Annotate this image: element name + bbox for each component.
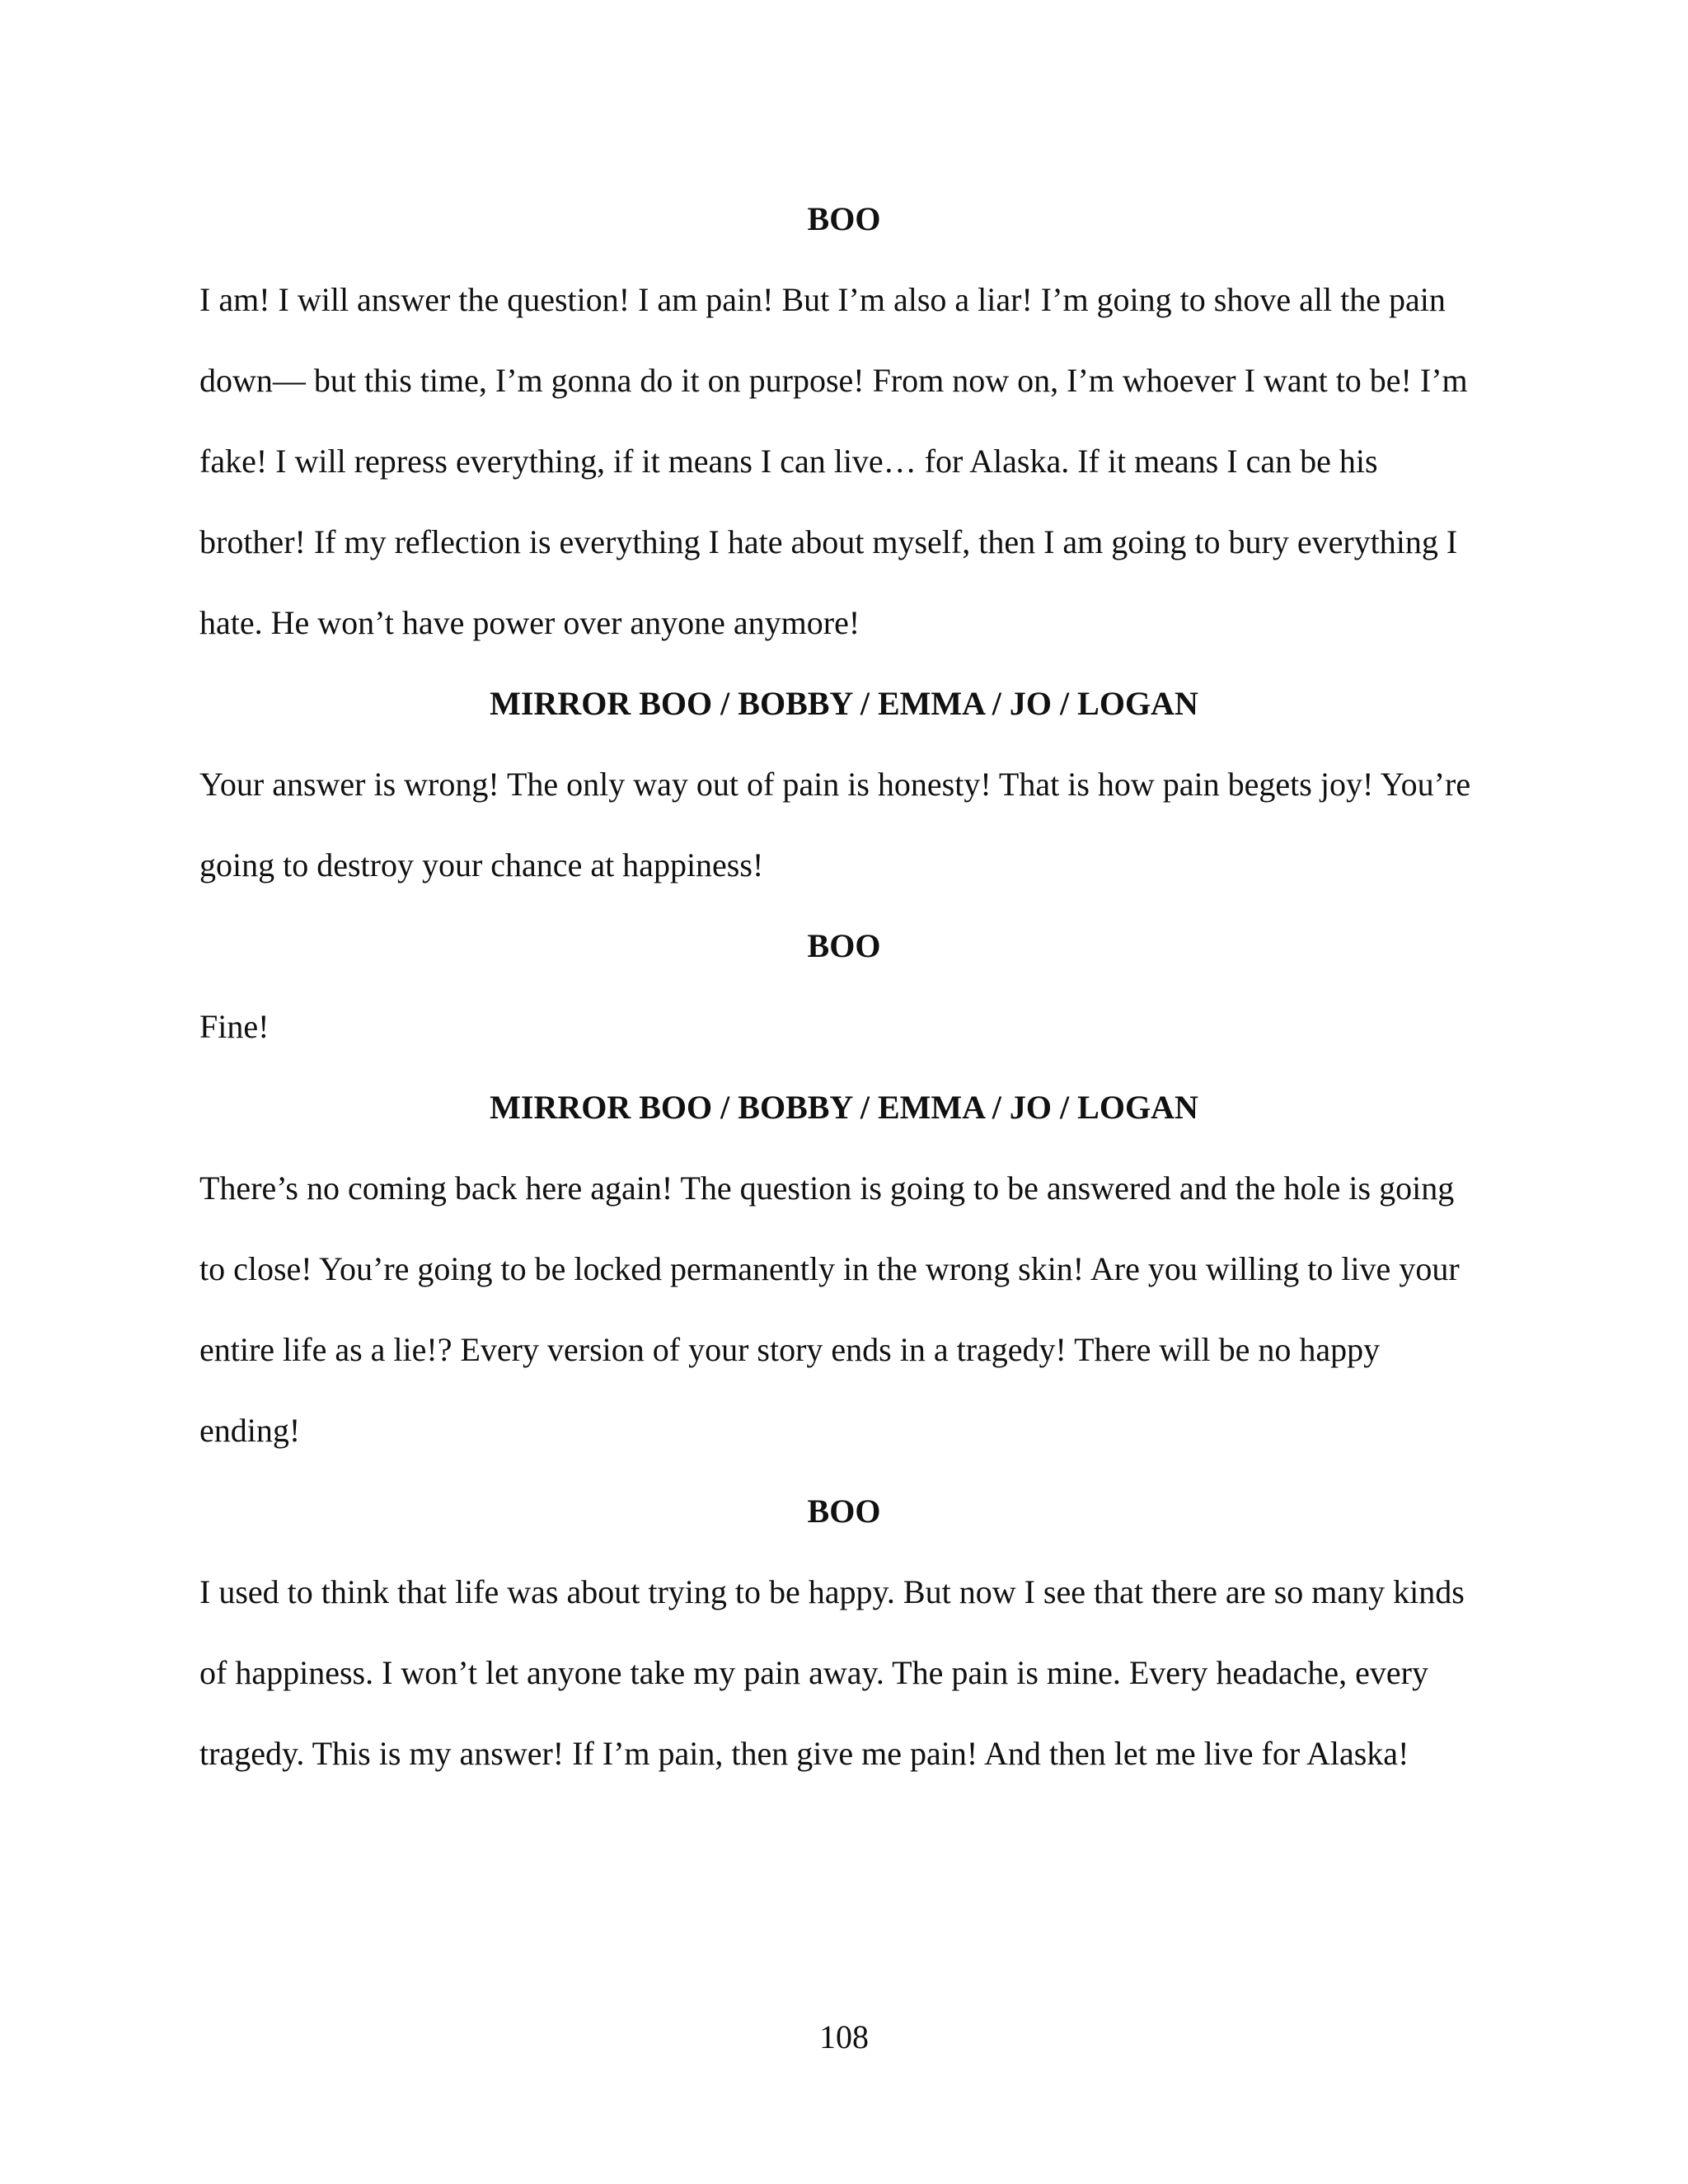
speaker-name: BOO xyxy=(807,200,881,237)
speaker-name: MIRROR BOO / BOBBY / EMMA / JO / LOGAN xyxy=(490,1089,1198,1126)
dialogue-line: Your answer is wrong! The only way out of pain is honesty! That is how pain begets joy! You’re xyxy=(199,766,1471,803)
dialogue-line: tragedy. This is my answer! If I’m pain, then give me pain! And then let me live for Alaska! xyxy=(199,1735,1409,1772)
dialogue-line: entire life as a lie!? Every version of your story ends in a tragedy! There will be no happy xyxy=(199,1331,1381,1368)
dialogue-line: to close! You’re going to be locked permanently in the wrong skin! Are you willing to live your xyxy=(199,1250,1460,1287)
speaker-name: MIRROR BOO / BOBBY / EMMA / JO / LOGAN xyxy=(490,685,1198,722)
dialogue-line: There’s no coming back here again! The question is going to be answered and the hole is going xyxy=(199,1169,1455,1207)
dialogue-line: Fine! xyxy=(199,1008,270,1045)
dialogue-line: going to destroy your chance at happiness! xyxy=(199,846,764,883)
dialogue-line: I am! I will answer the question! I am pain! But I’m also a liar! I’m going to shove all the pain xyxy=(199,281,1446,318)
dialogue-line: brother! If my reflection is everything I hate about myself, then I am going to bury everything I xyxy=(199,523,1458,560)
dialogue-line: hate. He won’t have power over anyone anymore! xyxy=(199,604,860,641)
dialogue-line: fake! I will repress everything, if it means I can live… for Alaska. If it means I can be his xyxy=(199,443,1378,480)
dialogue-line: down— but this time, I’m gonna do it on purpose! From now on, I’m whoever I want to be! I’m xyxy=(199,362,1468,399)
dialogue-line: I used to think that life was about trying to be happy. But now I see that there are so many kinds xyxy=(199,1573,1465,1610)
page-number: 108 xyxy=(819,2018,869,2055)
speaker-name: BOO xyxy=(807,927,881,964)
dialogue-line: ending! xyxy=(199,1412,301,1449)
dialogue-line: of happiness. I won’t let anyone take my pain away. The pain is mine. Every headache, every xyxy=(199,1654,1428,1691)
speaker-name: BOO xyxy=(807,1493,881,1530)
